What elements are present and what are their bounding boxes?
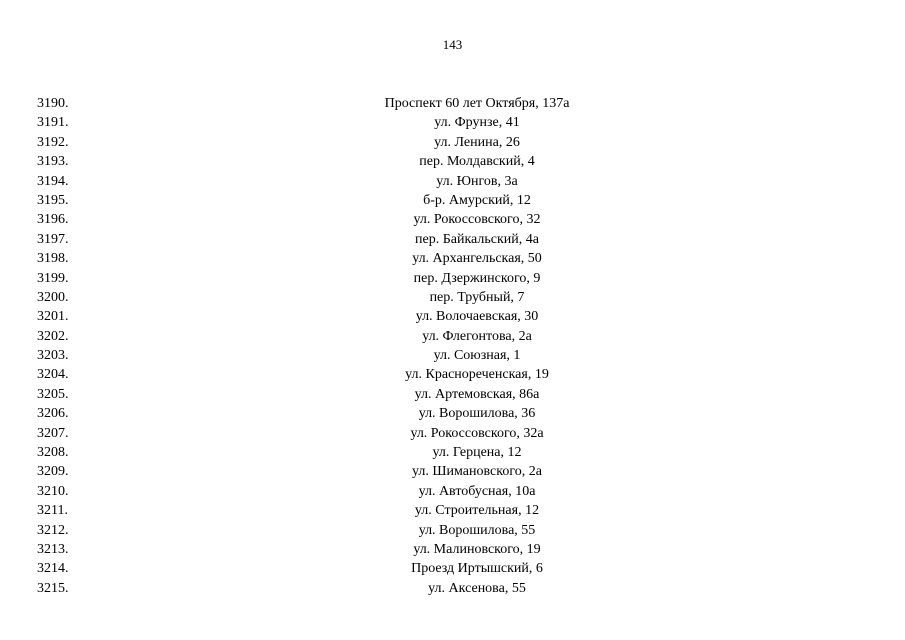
row-address: ул. Шимановского, 2а [412,464,542,480]
row-address: б-р. Амурский, 12 [423,192,531,208]
row-number: 3207. [37,425,69,441]
row-number: 3196. [37,212,69,228]
list-item [0,327,905,346]
row-number: 3199. [37,270,69,286]
row-number: 3202. [37,328,69,344]
row-number: 3197. [37,231,69,247]
list-item [0,346,905,365]
row-address: ул. Рокоссовского, 32а [410,425,544,441]
row-number: 3204. [37,367,69,383]
list-item [0,559,905,578]
row-number: 3212. [37,522,69,538]
row-number: 3215. [37,580,69,596]
row-number: 3206. [37,406,69,422]
row-number: 3209. [37,464,69,480]
row-address: ул. Юнгов, 3а [436,173,518,189]
list-item [0,365,905,384]
row-address: ул. Ленина, 26 [434,134,520,150]
address-list [0,94,905,598]
row-address: ул. Союзная, 1 [433,348,521,364]
row-address: ул. Рокоссовского, 32 [413,212,541,228]
list-item [0,152,905,171]
row-number: 3211. [37,503,68,519]
row-address: ул. Ворошилова, 55 [418,522,536,538]
row-number: 3205. [37,386,69,402]
list-item [0,482,905,501]
row-address: ул. Автобусная, 10а [418,483,536,499]
list-item [0,249,905,268]
row-number: 3190. [37,96,69,111]
page-number: 143 [442,37,463,52]
list-item [0,443,905,462]
row-address: ул. Малиновского, 19 [413,541,541,557]
list-item [0,230,905,249]
row-address: Проспект 60 лет Октября, 137а [384,96,570,111]
list-item [0,540,905,559]
row-address: Проезд Иртышский, 6 [411,561,543,577]
row-address: ул. Герцена, 12 [432,445,522,461]
row-address: ул. Волочаевская, 30 [415,309,539,325]
row-number: 3200. [37,289,69,305]
row-address: пер. Молдавский, 4 [419,154,535,170]
row-number: 3195. [37,192,69,208]
list-item [0,288,905,307]
list-item [0,94,905,113]
list-item [0,462,905,481]
list-item [0,113,905,132]
row-address: пер. Дзержинского, 9 [413,270,541,286]
list-item [0,269,905,288]
list-item [0,404,905,423]
row-address: ул. Строительная, 12 [414,503,540,519]
row-address: ул. Фрунзе, 41 [434,115,520,131]
list-item [0,307,905,326]
row-address: пер. Байкальский, 4а [415,231,539,247]
row-number: 3193. [37,154,69,170]
row-address: пер. Трубный, 7 [429,289,525,305]
list-item [0,210,905,229]
row-number: 3201. [37,309,69,325]
row-number: 3208. [37,445,69,461]
row-number: 3198. [37,251,69,267]
row-address: ул. Краснореченская, 19 [405,367,549,383]
row-address: ул. Артемовская, 86а [414,386,540,402]
row-number: 3194. [37,173,69,189]
row-number: 3192. [37,134,69,150]
list-item [0,424,905,443]
list-item [0,521,905,540]
list-item [0,133,905,152]
list-item [0,501,905,520]
row-address: ул. Аксенова, 55 [428,580,526,596]
row-address: ул. Архангельская, 50 [412,251,542,267]
list-item [0,385,905,404]
row-number: 3203. [37,348,69,364]
list-item [0,191,905,210]
list-item [0,579,905,598]
row-address: ул. Флегонтова, 2а [422,328,532,344]
row-number: 3191. [37,115,69,131]
row-number: 3213. [37,541,69,557]
row-address: ул. Ворошилова, 36 [418,406,536,422]
row-number: 3210. [37,483,69,499]
row-number: 3214. [37,561,69,577]
list-item [0,172,905,191]
